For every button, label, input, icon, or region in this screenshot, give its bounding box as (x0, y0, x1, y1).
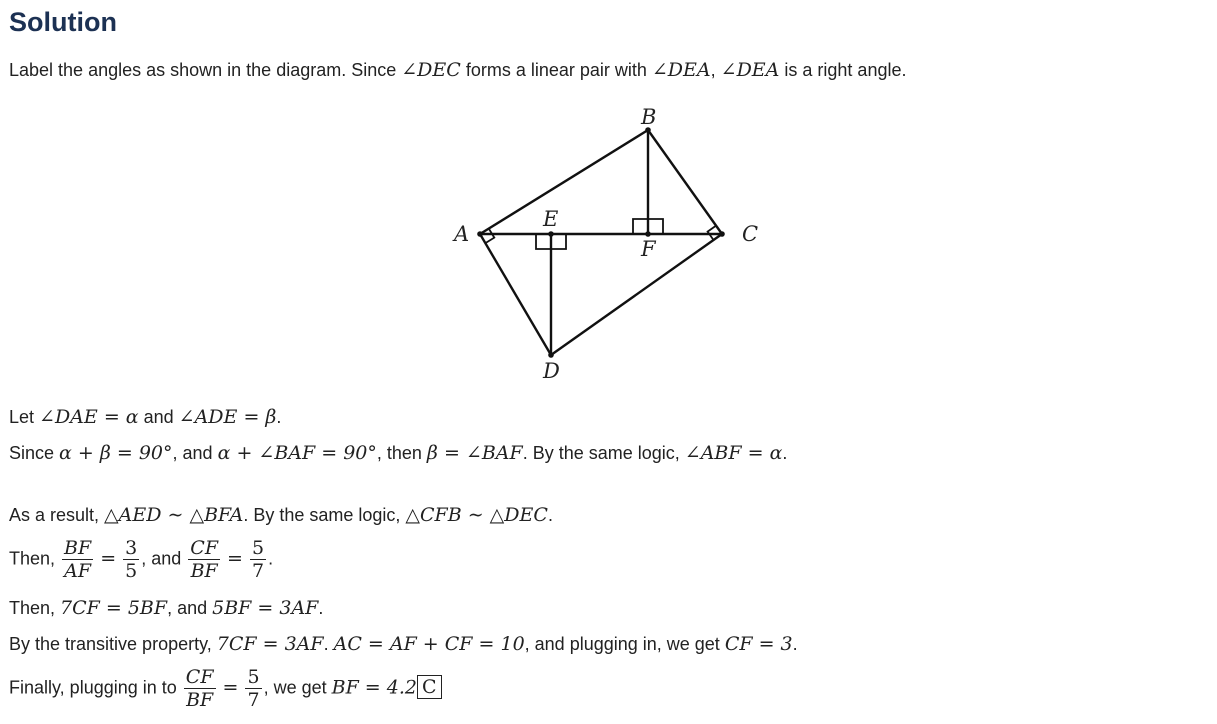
fraction-numerator: CF (190, 537, 219, 559)
let-text-3: . (276, 407, 282, 427)
then-math-2: 5BF = 3AF (212, 597, 319, 619)
since-text-3: , then (376, 443, 427, 463)
since-math-1: α + β = 90° (59, 442, 173, 464)
transitive-math-2: AC = AF + CF = 10 (333, 633, 525, 655)
result-text-2: . By the same logic, (243, 505, 406, 525)
transitive-line (9, 633, 798, 655)
fraction-denominator: 7 (251, 560, 265, 582)
result-text-1: As a result, (9, 505, 105, 525)
fraction-denominator: 7 (247, 689, 260, 711)
intro-text-4: is a right angle. (779, 60, 907, 80)
transitive-math-1: 7CF = 3AF (216, 633, 324, 655)
segment-CD (551, 234, 722, 355)
fraction-5-7-final (245, 666, 261, 711)
label-B: B (641, 105, 657, 129)
since-text-4: . By the same logic, (522, 443, 685, 463)
then-text-3: . (318, 598, 324, 618)
then-math-1: 7CF = 5BF (60, 597, 168, 619)
let-line (9, 406, 281, 428)
since-line (9, 442, 787, 464)
fraction-cf-bf-final (184, 666, 216, 711)
point-F (645, 231, 651, 237)
label-A: A (454, 222, 470, 246)
equals-sign: = (100, 547, 117, 570)
since-math-2: α + ∠BAF = 90° (217, 442, 377, 464)
fraction-cf-bf (188, 537, 220, 582)
point-D (548, 352, 554, 358)
fraction-denominator: BF (186, 689, 214, 711)
ratio-text-2: , and (141, 548, 187, 569)
final-math-1: BF = 4.2 (331, 676, 417, 699)
solution-heading: Solution (9, 7, 117, 37)
ratio-text-1: Then, (9, 548, 61, 569)
fraction-bf-af (62, 537, 93, 582)
segment-DA (480, 234, 551, 355)
fraction-numerator: 5 (247, 666, 260, 688)
intro-math-2: ∠DEA (651, 59, 711, 81)
fraction-numerator: 5 (251, 537, 265, 559)
fraction-denominator: BF (190, 560, 218, 582)
transitive-text-2: . (323, 634, 334, 654)
label-E: E (543, 207, 559, 231)
equals-sign: = (227, 547, 243, 570)
then-text-2: , and (167, 598, 213, 618)
since-text-2: , and (172, 443, 218, 463)
since-math-3: β = ∠BAF (426, 442, 523, 464)
transitive-text-1: By the transitive property, (9, 634, 217, 654)
result-line (9, 504, 553, 526)
intro-text-1: Label the angles as shown in the diagram. Since (9, 60, 402, 80)
label-D: D (543, 359, 560, 383)
ratio-line (9, 537, 273, 582)
ratio-text-3: . (268, 548, 274, 569)
label-F: F (641, 237, 656, 261)
segment-AB (480, 130, 648, 234)
transitive-math-3: CF = 3 (724, 633, 793, 655)
fraction-numerator: 3 (125, 537, 138, 559)
intro-text-3: , (710, 60, 721, 80)
intro-paragraph (9, 59, 906, 81)
since-text-5: . (782, 443, 788, 463)
transitive-text-3: , and plugging in, we get (524, 634, 725, 654)
answer-box: C (417, 675, 442, 699)
label-C: C (742, 222, 759, 246)
final-text-1: Finally, plugging in to (9, 677, 182, 698)
let-math-2: ∠ADE = β (178, 406, 277, 428)
result-math-2: △CFB ∼ △DEC (405, 504, 548, 526)
point-A (477, 231, 483, 237)
let-math-1: ∠DAE = α (39, 406, 139, 428)
intro-math-3: ∠DEA (720, 59, 780, 81)
fraction-denominator: AF (64, 560, 92, 582)
final-line (9, 666, 442, 711)
let-text-2: and (138, 407, 179, 427)
fraction-numerator: CF (185, 666, 214, 688)
since-math-4: ∠ABF = α (684, 442, 783, 464)
result-math-1: △AED ∼ △BFA (104, 504, 244, 526)
point-C (719, 231, 725, 237)
transitive-text-4: . (792, 634, 798, 654)
fraction-5-7 (250, 537, 266, 582)
fraction-3-5 (123, 537, 139, 582)
point-E (548, 231, 554, 237)
final-text-2: , we get (263, 677, 332, 698)
geometry-diagram (440, 100, 780, 390)
intro-text-2: forms a linear pair with (460, 60, 652, 80)
intro-math-1: ∠DEC (401, 59, 461, 81)
let-text-1: Let (9, 407, 40, 427)
then-line (9, 597, 323, 619)
fraction-denominator: 5 (125, 560, 138, 582)
equals-sign: = (222, 676, 239, 699)
fraction-numerator: BF (64, 537, 92, 559)
then-text-1: Then, (9, 598, 61, 618)
since-text-1: Since (9, 443, 60, 463)
result-text-3: . (547, 505, 553, 525)
